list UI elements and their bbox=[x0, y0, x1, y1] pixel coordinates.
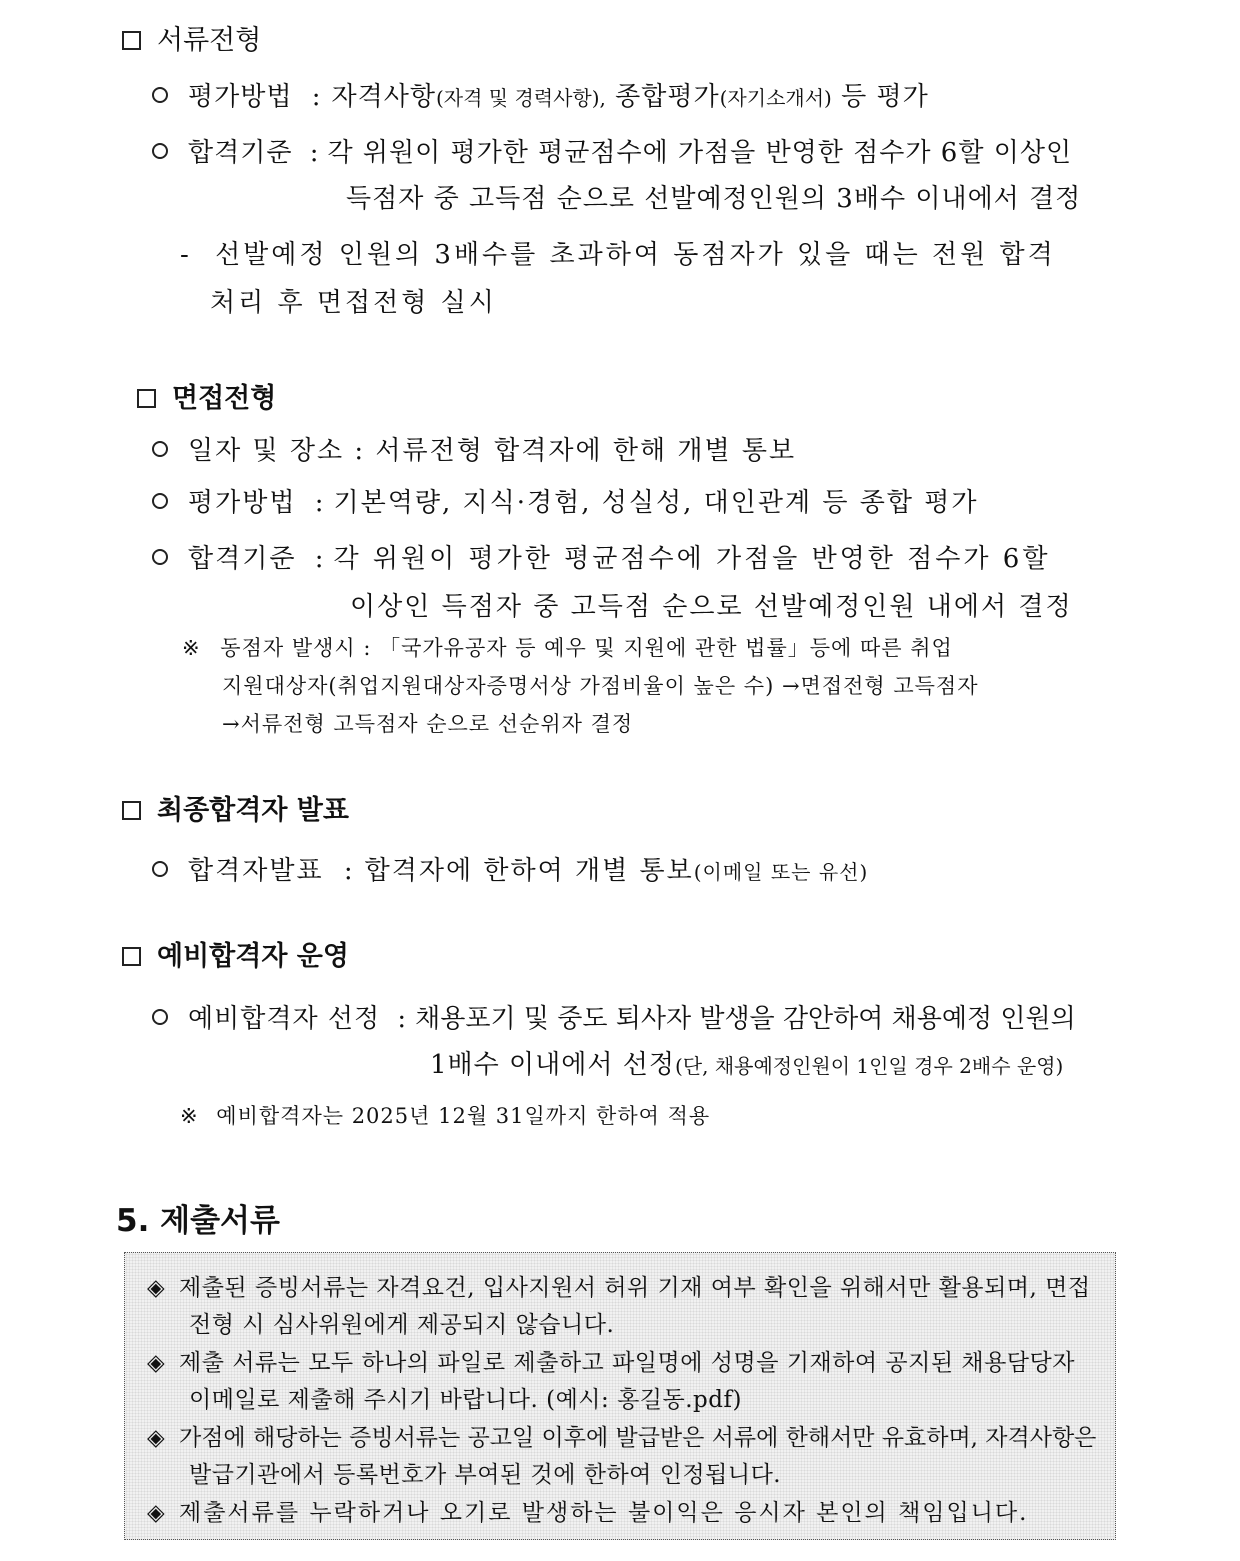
eval-text: 기본역량, 지식·경험, 성실성, 대인관계 등 종합 평가 bbox=[333, 488, 979, 518]
doc-pass-criteria-line2: 득점자 중 고득점 순으로 선발예정인원의 3배수 이내에서 결정 bbox=[346, 184, 1082, 214]
doc-sub-note-line1 bbox=[180, 234, 1056, 271]
separator: : bbox=[314, 488, 326, 518]
section-interview-heading bbox=[137, 376, 276, 415]
diamond-bullet-icon: ◈ bbox=[147, 1425, 166, 1451]
item-label: 예비합격자 선정 bbox=[188, 1004, 381, 1034]
pass-criteria-line1: 각 위원이 평가한 평균점수에 가점을 반영한 점수가 6할 bbox=[333, 544, 1051, 574]
final-announcement-line bbox=[152, 850, 868, 887]
item-label: 평가방법 bbox=[188, 488, 297, 518]
interview-date-line bbox=[152, 430, 796, 467]
submission-docs-box bbox=[124, 1252, 1116, 1540]
item-label: 합격자발표 bbox=[188, 856, 324, 886]
item-text: 제출 서류는 모두 하나의 파일로 제출하고 파일명에 성명을 기재하여 공지된 채용담당자 bbox=[179, 1350, 1075, 1376]
doc-pass-criteria-line bbox=[152, 132, 1072, 169]
eval-text-c: 등 평가 bbox=[841, 82, 929, 112]
item-text: 가점에 해당하는 증빙서류는 공고일 이후에 발급받은 서류에 한해서만 유효하며, 자격사항은 bbox=[179, 1425, 1097, 1451]
submission-docs-heading: 5. 제출서류 bbox=[116, 1203, 280, 1239]
note-text: 동점자 발생시 : 「국가유공자 등 예우 및 지원에 관한 법률」등에 따른 취업 bbox=[220, 636, 953, 660]
reserve-line2-detail: (단, 채용예정인원이 1인일 경우 2배수 운영) bbox=[675, 1054, 1064, 1078]
section-title: 최종합격자 발표 bbox=[157, 795, 349, 826]
circle-bullet-icon bbox=[152, 1009, 168, 1025]
separator: : bbox=[311, 82, 322, 112]
item-text: 제출서류를 누락하거나 오기로 발생하는 불이익은 응시자 본인의 책임입니다. bbox=[179, 1500, 1029, 1526]
item-label: 합격기준 bbox=[188, 544, 297, 574]
circle-bullet-icon bbox=[152, 549, 168, 565]
eval-text-b-detail: (자기소개서) bbox=[719, 86, 832, 110]
circle-bullet-icon bbox=[152, 861, 168, 877]
interview-pass-criteria-line bbox=[152, 538, 1050, 575]
list-item bbox=[147, 1494, 1028, 1527]
separator: : bbox=[309, 138, 320, 168]
list-item bbox=[147, 1344, 1075, 1377]
announcement-text: 합격자에 한하여 개별 통보 bbox=[364, 856, 694, 886]
circle-bullet-icon bbox=[152, 87, 168, 103]
list-item bbox=[147, 1269, 1091, 1302]
date-place-text: 일자 및 장소 : 서류전형 합격자에 한해 개별 통보 bbox=[188, 436, 797, 466]
circle-bullet-icon bbox=[152, 493, 168, 509]
section-title: 예비합격자 운영 bbox=[157, 941, 349, 972]
checkbox-square-icon bbox=[137, 389, 156, 408]
tie-note-line2: 지원대상자(취업지원대상자증명서상 가점비율이 높은 수) →면접전형 고득점자 bbox=[222, 674, 979, 698]
reserve-note-line bbox=[180, 1100, 710, 1130]
eval-text-a-detail: (자격 및 경력사항), bbox=[435, 86, 606, 110]
circle-bullet-icon bbox=[152, 143, 168, 159]
announcement-detail: (이메일 또는 유선) bbox=[693, 860, 869, 884]
reserve-line2: 1배수 이내에서 선정 bbox=[430, 1050, 675, 1080]
diamond-bullet-icon: ◈ bbox=[147, 1275, 166, 1301]
item-text: 제출된 증빙서류는 자격요건, 입사지원서 허위 기재 여부 확인을 위해서만 활용되며, 면접 bbox=[179, 1275, 1091, 1301]
reference-mark: ※ bbox=[180, 1104, 199, 1128]
checkbox-square-icon bbox=[122, 31, 141, 50]
checkbox-square-icon bbox=[122, 947, 141, 966]
list-item bbox=[147, 1419, 1096, 1452]
reserve-selection-line bbox=[152, 998, 1076, 1035]
dash-bullet: - bbox=[180, 240, 192, 270]
list-item-continuation: 이메일로 제출해 주시기 바랍니다. (예시: 홍길동.pdf) bbox=[189, 1387, 742, 1413]
section-final-announcement-heading bbox=[122, 788, 349, 827]
doc-eval-method-line bbox=[152, 76, 929, 113]
doc-sub-note-line2: 처리 후 면접전형 실시 bbox=[210, 288, 497, 318]
sub-note-text: 선발예정 인원의 3배수를 초과하여 동점자가 있을 때는 전원 합격 bbox=[215, 240, 1056, 270]
reserve-line1: 채용포기 및 중도 퇴사자 발생을 감안하여 채용예정 인원의 bbox=[415, 1004, 1076, 1034]
circle-bullet-icon bbox=[152, 441, 168, 457]
interview-pass-criteria-line2: 이상인 득점자 중 고득점 순으로 선발예정인원 내에서 결정 bbox=[350, 592, 1073, 622]
section-reserve-heading bbox=[122, 934, 349, 973]
diamond-bullet-icon: ◈ bbox=[147, 1500, 166, 1526]
reserve-selection-line2 bbox=[430, 1044, 1063, 1081]
separator: : bbox=[343, 856, 355, 886]
separator: : bbox=[397, 1004, 408, 1034]
eval-text-b: 종합평가 bbox=[615, 82, 720, 112]
pass-criteria-line1: 각 위원이 평가한 평균점수에 가점을 반영한 점수가 6할 이상인 bbox=[327, 138, 1073, 168]
checkbox-square-icon bbox=[122, 801, 141, 820]
item-label: 합격기준 bbox=[188, 138, 293, 168]
interview-eval-method-line bbox=[152, 482, 978, 519]
list-item-continuation: 발급기관에서 등록번호가 부여된 것에 한하여 인정됩니다. bbox=[189, 1462, 782, 1488]
reference-mark: ※ bbox=[182, 636, 201, 660]
eval-text-a: 자격사항 bbox=[331, 82, 436, 112]
separator: : bbox=[314, 544, 326, 574]
section-title: 면접전형 bbox=[172, 383, 277, 414]
section-title: 서류전형 bbox=[157, 25, 262, 56]
note-text: 예비합격자는 2025년 12월 31일까지 한하여 적용 bbox=[216, 1104, 711, 1128]
section-document-screening-heading bbox=[122, 18, 261, 57]
tie-note-line1 bbox=[182, 632, 953, 662]
item-label: 평가방법 bbox=[188, 82, 293, 112]
tie-note-line3: →서류전형 고득점자 순으로 선순위자 결정 bbox=[222, 712, 634, 736]
diamond-bullet-icon: ◈ bbox=[147, 1350, 166, 1376]
list-item-continuation: 전형 시 심사위원에게 제공되지 않습니다. bbox=[189, 1312, 615, 1338]
